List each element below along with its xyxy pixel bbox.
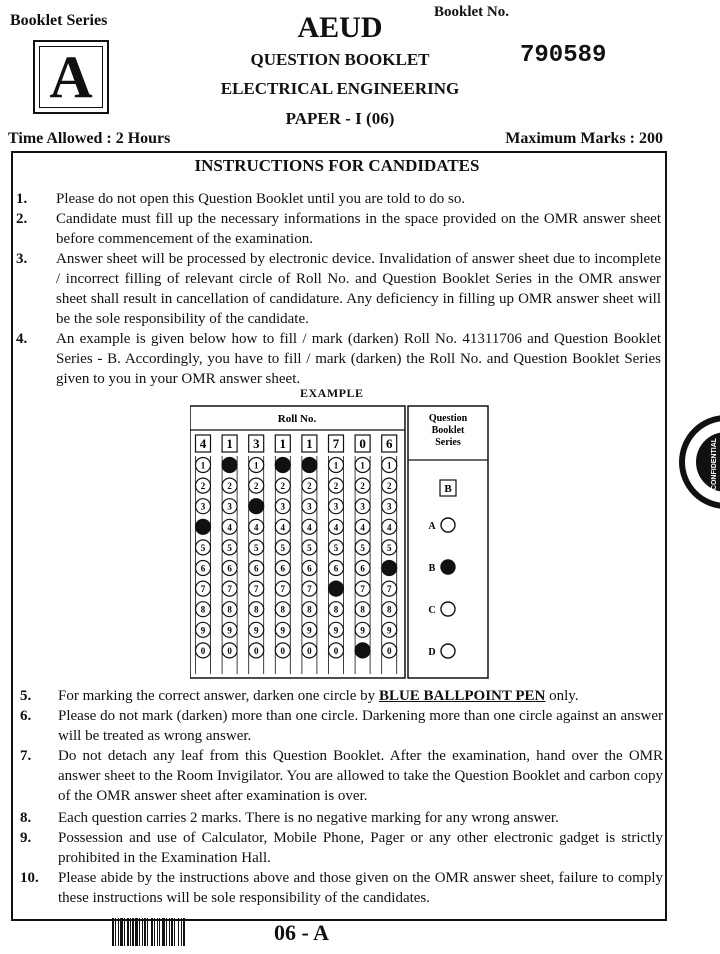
bubble-digit: 2: [200, 481, 206, 492]
booklet-title: QUESTION BOOKLET: [250, 50, 430, 69]
barcode-bar: [181, 918, 182, 946]
bubble-digit: 8: [307, 604, 312, 615]
barcode-bar: [132, 918, 134, 946]
series-letter: A: [39, 46, 103, 108]
barcode-bar: [144, 918, 146, 946]
omr-example: [190, 404, 490, 682]
bubble-digit: 5: [200, 542, 206, 553]
bubble-digit: 2: [360, 481, 365, 492]
booklet-no-label: Booklet No.: [434, 4, 509, 20]
bubble-digit: 0: [386, 645, 392, 656]
bubble-digit: 0: [200, 645, 206, 656]
series-option-label: C: [428, 605, 436, 616]
instruction-text-part: For marking the correct answer, darken one circle by: [58, 688, 379, 704]
bubble-digit: 5: [360, 542, 365, 553]
bubble-digit: 2: [386, 481, 392, 492]
instruction-text: Candidate must fill up the necessary informations in the space provided on the OMR answer sheet before commencement of the examination.: [56, 211, 661, 247]
barcode-bar: [166, 918, 167, 946]
instruction-number: 8.: [20, 810, 32, 826]
instruction-text: Possession and use of Calculator, Mobile Phone, Pager or any other electronic gadget is strictly prohibited in the Examination Hall.: [58, 830, 663, 866]
bubble-digit: 5: [280, 542, 286, 553]
barcode-bar: [115, 918, 116, 946]
roll-digit: 6: [385, 436, 393, 451]
series-options: [428, 518, 455, 658]
bubble-digit: 6: [307, 563, 312, 574]
barcode-bar: [162, 918, 165, 946]
barcode-bar: [120, 918, 123, 946]
roll-digit: 0: [359, 436, 366, 451]
bubble-digit: 4: [333, 522, 339, 533]
series-option-bubble: [441, 644, 455, 658]
bubble-digit: 6: [253, 563, 259, 574]
series-value: B: [444, 483, 452, 495]
bubble-digit: 4: [280, 522, 286, 533]
roll-no-label: Roll No.: [277, 413, 317, 425]
bubble-digit: 3: [227, 501, 232, 512]
bubble-digit: 6: [280, 563, 286, 574]
bubble-digit: 3: [280, 501, 286, 512]
bubble-digit: 2: [227, 481, 232, 492]
bubble-digit: 0: [333, 645, 339, 656]
bubble-digit: 7: [227, 584, 232, 595]
bubble-digit: 5: [253, 542, 259, 553]
bubble-digit: 2: [333, 481, 339, 492]
bubble-digit: 8: [333, 604, 339, 615]
bubble-digit: 3: [200, 501, 206, 512]
bubble-digit: 1: [200, 460, 206, 471]
instruction-number: 4.: [16, 331, 28, 347]
instruction-text: [58, 686, 663, 706]
bubble-digit: 6: [227, 563, 232, 574]
subject-title: ELECTRICAL ENGINEERING: [220, 79, 460, 98]
filled-bubble: [222, 458, 237, 473]
barcode-bar: [118, 918, 119, 946]
barcode-bar: [157, 918, 158, 946]
bubble-digit: 8: [386, 604, 392, 615]
barcode-bar: [174, 918, 175, 946]
bubble-digit: 7: [280, 584, 286, 595]
bubble-digit: 3: [307, 501, 312, 512]
bubble-digit: 7: [360, 584, 365, 595]
bubble-digit: 2: [307, 481, 312, 492]
filled-bubble: [275, 458, 290, 473]
barcode-bar: [178, 918, 179, 946]
bubble-digit: 9: [307, 625, 312, 636]
bubble-digit: 9: [227, 625, 232, 636]
bubble-digit: 5: [307, 542, 312, 553]
bubble-digit: 1: [253, 460, 259, 471]
booklet-number: 790589: [520, 42, 607, 69]
roll-digit: 1: [226, 436, 233, 451]
instruction-number: 6.: [20, 708, 32, 724]
bubble-digit: 9: [280, 625, 286, 636]
barcode-bar: [154, 918, 155, 946]
filled-bubble: [302, 458, 317, 473]
exam-code: AEUD: [297, 11, 383, 44]
roll-digit: 1: [306, 436, 313, 451]
bubble-digit: 8: [200, 604, 206, 615]
bubble-digit: 3: [386, 501, 392, 512]
roll-digit: 7: [332, 436, 340, 451]
barcode-bar: [147, 918, 148, 946]
bubble-digit: 7: [200, 584, 206, 595]
bubble-digit: 8: [360, 604, 365, 615]
bubble-digit: 3: [333, 501, 339, 512]
bubble-digit: 8: [280, 604, 286, 615]
bubble-digit: 0: [227, 645, 232, 656]
seal-text: CONFIDENTIAL: [711, 437, 718, 491]
series-option-bubble: [441, 602, 455, 616]
bubble-digit: 3: [360, 501, 365, 512]
instruction-number: 3.: [16, 251, 28, 267]
series-option-bubble: [441, 518, 455, 532]
bubble-digit: 2: [253, 481, 259, 492]
instructions-heading: INSTRUCTIONS FOR CANDIDATES: [194, 156, 480, 175]
filled-bubble: [329, 581, 344, 596]
instruction-text-part: only.: [545, 688, 579, 704]
bubble-digit: 7: [307, 584, 312, 595]
bubble-digit: 6: [360, 563, 365, 574]
filled-bubble: [249, 499, 264, 514]
instruction-number: 7.: [20, 748, 32, 764]
instruction-text: Please abide by the instructions above and those given on the OMR answer sheet, failure to comply these instructions will be sole responsibility of the candidates.: [58, 870, 663, 906]
instruction-text: Answer sheet will be processed by electronic device. Invalidation of answer sheet due to incomplete / incorrect filling of relevant circle of Roll No. and Question Booklet Series in the OMR answer sheet shall result in cancellation of candidature. Any deficiency in filling up OMR answer sheet will be the sole responsibility of the candidate.: [56, 251, 661, 327]
footer-code: 06 - A: [274, 920, 329, 945]
bubble-digit: 4: [307, 522, 312, 533]
time-allowed: Time Allowed : 2 Hours: [8, 130, 171, 147]
roll-digit: 4: [199, 436, 207, 451]
bubble-digit: 1: [386, 460, 392, 471]
bubble-digit: 9: [200, 625, 206, 636]
instruction-text: Each question carries 2 marks. There is no negative marking for any wrong answer.: [58, 810, 559, 826]
bubble-digit: 4: [360, 522, 365, 533]
bubble-digit: 8: [227, 604, 232, 615]
bubble-digit: 0: [253, 645, 259, 656]
barcode-bar: [159, 918, 160, 946]
instruction-text: Please do not mark (darken) more than one circle. Darkening more than one circle against an answer will be treated as wrong answer.: [58, 708, 663, 744]
instruction-number: 2.: [16, 211, 28, 227]
instruction-number: 10.: [20, 870, 39, 886]
bubble-digit: 1: [333, 460, 339, 471]
bubble-digit: 2: [280, 481, 286, 492]
filled-bubble: [196, 519, 211, 534]
roll-grid: [196, 435, 397, 674]
bubble-digit: 4: [386, 522, 392, 533]
series-option-label: A: [428, 521, 436, 532]
barcode-bar: [183, 918, 185, 946]
bubble-digit: 9: [253, 625, 259, 636]
series-option-label: B: [428, 563, 436, 574]
series-title-line: Series: [435, 437, 461, 448]
bubble-digit: 1: [360, 460, 365, 471]
barcode-bar: [135, 918, 138, 946]
barcode-bar: [139, 918, 140, 946]
bubble-digit: 6: [200, 563, 206, 574]
instruction-text: Do not detach any leaf from this Question Booklet. After the examination, hand over the OMR answer sheet to the Room Invigilator. You are allowed to take the Question Booklet and carbon copy of the OMR answer sheet after examination is over.: [58, 748, 663, 804]
roll-digit: 3: [252, 436, 260, 451]
filled-bubble: [355, 643, 370, 658]
maximum-marks: Maximum Marks : 200: [505, 130, 663, 147]
barcode-bar: [124, 918, 125, 946]
instruction-text: Please do not open this Question Booklet until you are told to do so.: [56, 191, 466, 207]
bubble-digit: 0: [307, 645, 312, 656]
bubble-digit: 9: [333, 625, 339, 636]
bubble-digit: 4: [253, 522, 259, 533]
emphasis-blue-ballpoint: BLUE BALLPOINT PEN: [378, 688, 546, 704]
confidential-seal: [678, 412, 720, 512]
series-option-label: D: [428, 647, 436, 658]
instruction-number: 9.: [20, 830, 32, 846]
paper-title: PAPER - I (06): [285, 109, 395, 128]
bubble-digit: 0: [280, 645, 286, 656]
bubble-digit: 6: [333, 563, 339, 574]
barcode-bar: [169, 918, 170, 946]
barcode-bar: [127, 918, 129, 946]
bubble-digit: 5: [227, 542, 232, 553]
bubble-digit: 7: [386, 584, 392, 595]
barcode-bars: [112, 918, 185, 946]
bubble-digit: 5: [333, 542, 339, 553]
booklet-series-label: Booklet Series: [10, 12, 108, 29]
barcode-bar: [130, 918, 131, 946]
bubble-digit: 7: [253, 584, 259, 595]
bubble-digit: 5: [386, 542, 392, 553]
barcode-bar: [142, 918, 143, 946]
barcode-bar: [112, 918, 114, 946]
example-label: EXAMPLE: [300, 386, 364, 400]
bubble-digit: 4: [227, 522, 232, 533]
series-title-line: Booklet: [431, 425, 465, 436]
filled-bubble: [382, 561, 397, 576]
barcode: [112, 918, 248, 946]
instruction-text: An example is given below how to fill / mark (darken) Roll No. 41311706 and Question Booklet Series - B. Accordingly, you have to fill / mark (darken) the Roll No. and Question Booklet Series given to you in your OMR answer sheet.: [56, 331, 661, 387]
instruction-number: 1.: [16, 191, 28, 207]
series-option-bubble-filled: [441, 560, 455, 574]
bubble-digit: 9: [360, 625, 365, 636]
bubble-digit: 9: [386, 625, 392, 636]
roll-digit: 1: [279, 436, 287, 451]
series-title-line: Question: [428, 413, 468, 424]
instruction-number: 5.: [20, 688, 32, 704]
barcode-bar: [151, 918, 153, 946]
bubble-digit: 8: [253, 604, 259, 615]
barcode-bar: [171, 918, 173, 946]
